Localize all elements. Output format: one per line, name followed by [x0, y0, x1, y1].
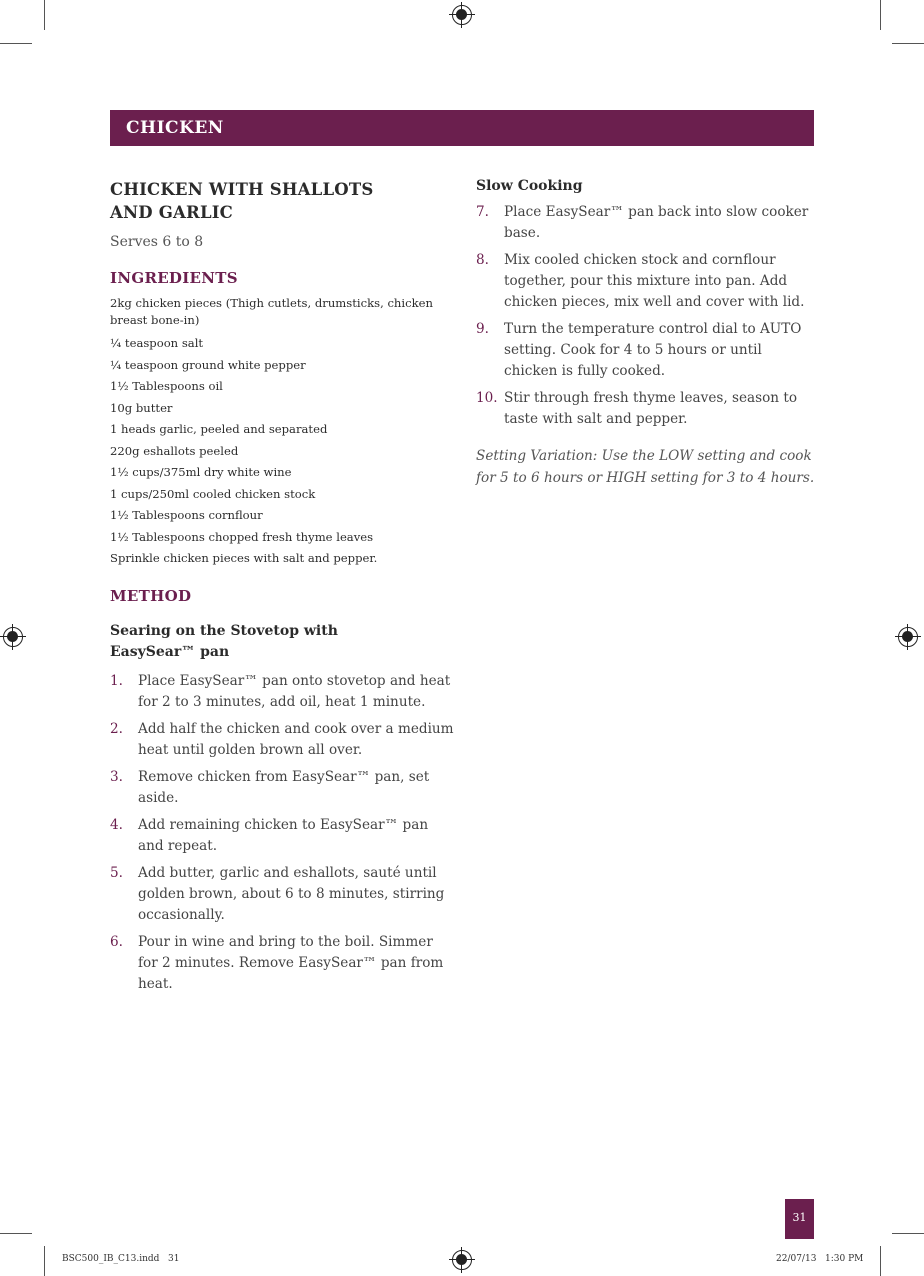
ingredient-item: 220g eshallots peeled — [110, 443, 239, 458]
ingredient-item: 1 heads garlic, peeled and separated — [110, 422, 328, 436]
method-step — [110, 767, 455, 809]
steps-left — [110, 671, 455, 995]
method-step — [110, 932, 455, 995]
crop-mark — [44, 1246, 45, 1276]
registration-mark-icon — [452, 5, 472, 25]
step-text: Stir through fresh thyme leaves, season to taste with salt and pepper. — [504, 390, 798, 427]
method-step — [476, 388, 816, 430]
step-text: Pour in wine and bring to the boil. Simmer for 2 minutes. Remove EasySear™ pan from heat. — [138, 933, 444, 992]
crop-mark — [892, 43, 924, 44]
date-slug: 22/07/13 1:30 PM — [776, 1254, 864, 1264]
steps-right — [476, 202, 816, 430]
step-text: Add remaining chicken to EasySear™ pan and repeat. — [138, 816, 429, 854]
right-column — [476, 176, 816, 489]
method-heading: METHOD — [110, 586, 192, 605]
stovetop-heading-line2: EasySear™ pan — [110, 643, 230, 660]
crop-mark — [44, 0, 45, 30]
step-text: Mix cooled chicken stock and cornflour together, pour this mixture into pan. Add chicken pieces, mix well and cover with lid. — [504, 252, 805, 310]
slow-cooking-heading: Slow Cooking — [476, 178, 583, 194]
step-number: 9. — [476, 321, 489, 337]
method-step — [110, 719, 455, 761]
method-step — [110, 863, 455, 926]
step-number: 6. — [110, 933, 123, 950]
setting-variation-note: Setting Variation: Use the LOW setting and cook for 5 to 6 hours or HIGH setting for 3 to 4 hours. — [476, 448, 815, 486]
step-text: Turn the temperature control dial to AUTO setting. Cook for 4 to 5 hours or until chicken is fully cooked. — [504, 321, 802, 379]
step-number: 7. — [476, 204, 489, 220]
step-number: 3. — [110, 768, 123, 785]
ingredient-item: 1½ Tablespoons chopped fresh thyme leaves — [110, 529, 374, 544]
serves: Serves 6 to 8 — [110, 234, 204, 250]
recipe-title-line1: CHICKEN WITH SHALLOTS — [110, 180, 374, 199]
method-step — [110, 671, 455, 713]
ingredient-item: ¼ teaspoon ground white pepper — [110, 357, 306, 372]
crop-mark — [892, 1233, 924, 1234]
ingredient-item: Sprinkle chicken pieces with salt and pepper. — [110, 551, 378, 565]
file-slug: BSC500_IB_C13.indd 31 — [62, 1254, 180, 1264]
step-number: 5. — [110, 864, 123, 881]
section-banner: CHICKEN — [110, 110, 814, 146]
stovetop-heading — [110, 621, 455, 663]
step-text: Add half the chicken and cook over a medium heat until golden brown all over. — [138, 720, 454, 758]
method-step — [476, 250, 816, 313]
crop-mark — [0, 43, 32, 44]
ingredients-heading: INGREDIENTS — [110, 269, 238, 287]
crop-mark — [880, 1246, 881, 1276]
crop-mark — [880, 0, 881, 30]
ingredient-item: 1½ cups/375ml dry white wine — [110, 465, 292, 479]
ingredient-item: ¼ teaspoon salt — [110, 336, 204, 350]
step-text: Remove chicken from EasySear™ pan, set aside. — [138, 768, 430, 806]
step-text: Add butter, garlic and eshallots, sauté until golden brown, about 6 to 8 minutes, stirring occasionally. — [138, 864, 445, 923]
recipe-title-line2: AND GARLIC — [110, 203, 233, 222]
recipe-title — [110, 178, 455, 224]
method-step — [476, 202, 816, 244]
step-number: 8. — [476, 252, 489, 268]
step-number: 1. — [110, 672, 123, 689]
step-text: Place EasySear™ pan back into slow cooker base. — [504, 204, 809, 241]
ingredient-item: 1 cups/250ml cooled chicken stock — [110, 486, 316, 501]
registration-mark-icon — [452, 1250, 472, 1270]
ingredient-item: 1½ Tablespoons cornflour — [110, 508, 263, 522]
ingredients-list — [110, 295, 455, 570]
method-step — [110, 815, 455, 857]
crop-mark — [0, 1233, 32, 1234]
ingredient-item: 10g butter — [110, 400, 173, 415]
method-step — [476, 319, 816, 382]
registration-mark-icon — [898, 627, 918, 647]
step-text: Place EasySear™ pan onto stovetop and heat for 2 to 3 minutes, add oil, heat 1 minute. — [138, 672, 451, 710]
ingredient-item: 2kg chicken pieces (Thigh cutlets, drumsticks, chicken breast bone-in) — [110, 296, 433, 327]
step-number: 2. — [110, 720, 123, 737]
ingredient-item: 1½ Tablespoons oil — [110, 379, 223, 393]
registration-mark-icon — [3, 627, 23, 647]
stovetop-heading-line1: Searing on the Stovetop with — [110, 622, 338, 639]
step-number: 10. — [476, 390, 498, 406]
page-number: 31 — [785, 1199, 814, 1239]
step-number: 4. — [110, 816, 123, 833]
left-column — [110, 178, 455, 1001]
